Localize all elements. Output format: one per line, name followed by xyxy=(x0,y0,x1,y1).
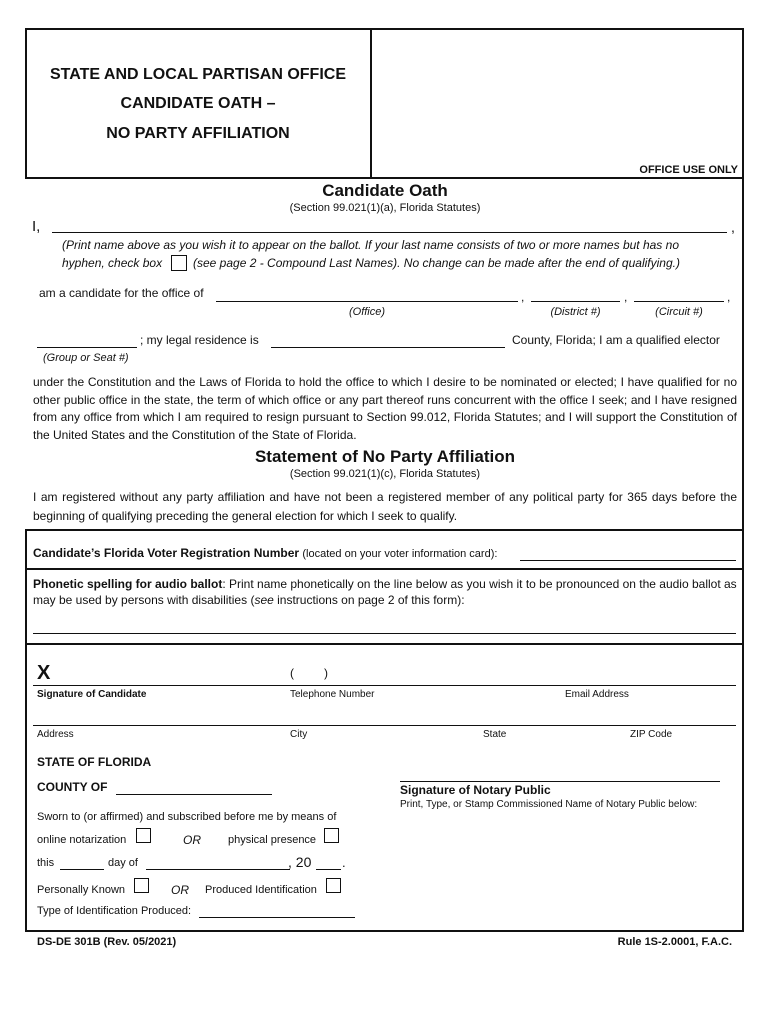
form-title-line-1: STATE AND LOCAL PARTISAN OFFICE xyxy=(50,66,346,83)
circuit-sublabel: (Circuit #) xyxy=(655,306,703,318)
district-comma: , xyxy=(624,290,628,304)
circuit-comma: , xyxy=(727,290,731,304)
personally-known-label: Personally Known xyxy=(37,884,126,896)
sworn-statement: Sworn to (or affirmed) and subscribed before me by means of xyxy=(37,811,337,823)
phonetic-label-bold: Phonetic spelling for audio ballot xyxy=(33,577,223,591)
year-line[interactable] xyxy=(316,869,341,870)
office-line[interactable] xyxy=(216,301,518,302)
group-seat-sublabel: (Group or Seat #) xyxy=(43,352,129,364)
physical-presence-checkbox[interactable] xyxy=(324,828,339,843)
telephone-label: Telephone Number xyxy=(290,689,375,700)
form-title-line-3: NO PARTY AFFILIATION xyxy=(106,125,290,142)
phonetic-text-1: : Print name phonetically on the line below as you wish it to be pronounced on the audio ballot as may be used by persons with disabilities ( xyxy=(33,577,737,607)
form-id-label: DS-DE 301B (Rev. 05/2021) xyxy=(37,936,177,948)
notary-print-name-label: Print, Type, or Stamp Commissioned Name of Notary Public below: xyxy=(400,799,698,810)
notary-signature-line[interactable] xyxy=(400,781,720,782)
voter-registration-number-line[interactable] xyxy=(520,560,736,561)
address-label: Address xyxy=(37,729,74,740)
rule-before-voter xyxy=(25,529,744,531)
signature-candidate-label: Signature of Candidate xyxy=(37,689,147,700)
print-name-note-2a: hyphen, check box xyxy=(62,256,163,270)
no-party-body-text: I am registered without any party affiliation and have not been a registered member of any political party for 365 days before the beginning of qualifying preceding the general election for which I seek to qualify. xyxy=(33,490,737,523)
print-name-note-1: (Print name above as you wish it to appear on the ballot. If your last name consists of two or more names but has no xyxy=(62,238,679,252)
month-line[interactable] xyxy=(146,869,290,870)
phonetic-spelling-instructions xyxy=(33,576,737,608)
candidate-oath-citation: (Section 99.021(1)(a), Florida Statutes) xyxy=(289,202,481,214)
office-comma: , xyxy=(521,290,525,304)
city-label: City xyxy=(290,729,308,740)
phone-paren-close: ) xyxy=(324,666,328,680)
notary-signature-label: Signature of Notary Public xyxy=(400,783,551,797)
header-bottom-rule xyxy=(25,177,744,179)
no-party-heading: Statement of No Party Affiliation xyxy=(254,447,516,466)
notary-county-line[interactable] xyxy=(116,794,272,795)
phonetic-see: see xyxy=(254,593,274,607)
compound-last-name-checkbox[interactable] xyxy=(171,255,187,271)
district-sublabel: (District #) xyxy=(550,306,601,318)
physical-presence-label: physical presence xyxy=(228,834,317,846)
year-period: . xyxy=(342,855,346,870)
online-notarization-checkbox[interactable] xyxy=(136,828,151,843)
candidate-oath-heading: Candidate Oath xyxy=(322,181,448,200)
circuit-line[interactable] xyxy=(634,301,724,302)
produced-identification-checkbox[interactable] xyxy=(326,878,341,893)
email-label: Email Address xyxy=(565,689,629,700)
phonetic-spelling-line[interactable] xyxy=(33,633,736,634)
rule-before-phonetic xyxy=(25,568,744,570)
i-label: I, xyxy=(32,218,41,235)
voter-registration-label-note: (located on your voter information card): xyxy=(302,548,498,560)
address-line[interactable] xyxy=(33,725,736,726)
candidate-name-line[interactable] xyxy=(52,232,727,233)
online-notarization-label: online notarization xyxy=(37,834,127,846)
voter-registration-label xyxy=(33,546,497,560)
or-label-2: OR xyxy=(171,883,189,897)
county-of-label: COUNTY OF xyxy=(37,780,108,794)
oath-body-text: under the Constitution and the Laws of Florida to hold the office to which I desire to be nominated or elected; I have qualified for no other public office in the state, the term of which office or any part thereof runs concurrent with the office I seek; and I have resigned from any office from which I am required to resign pursuant to Section 99.012, Florida Statutes; and I will support the Constitution of the United States and the Constitution of the State of Florida. xyxy=(33,375,737,442)
or-label-1: OR xyxy=(183,833,201,847)
county-line[interactable] xyxy=(271,347,505,348)
legal-residence-label: ; my legal residence is xyxy=(140,333,259,347)
district-line[interactable] xyxy=(531,301,620,302)
voter-registration-label-bold: Candidate’s Florida Voter Registration Number xyxy=(33,546,300,560)
state-label: State xyxy=(483,729,507,740)
rule-before-signature xyxy=(25,643,744,645)
this-label: this xyxy=(37,857,55,869)
frame-top xyxy=(25,28,744,30)
header-divider xyxy=(370,28,372,178)
form-title-line-2: CANDIDATE OATH – xyxy=(120,95,276,112)
name-line-comma: , xyxy=(731,219,735,235)
year-prefix-label: , 20 xyxy=(288,854,312,870)
group-seat-line[interactable] xyxy=(37,347,137,348)
state-of-florida-label: STATE OF FLORIDA xyxy=(37,755,152,769)
frame-left-bottom xyxy=(25,529,27,931)
type-of-id-line[interactable] xyxy=(199,917,355,918)
produced-identification-label: Produced Identification xyxy=(205,884,317,896)
signature-candidate-line[interactable] xyxy=(33,685,736,686)
type-of-id-label: Type of Identification Produced: xyxy=(37,905,192,917)
county-florida-elector-label: County, Florida; I am a qualified elector xyxy=(512,333,720,347)
phonetic-text-2: instructions on page 2 of this form): xyxy=(273,593,465,607)
day-number-line[interactable] xyxy=(60,869,104,870)
rule-reference-label: Rule 1S-2.0001, F.A.C. xyxy=(617,936,732,948)
candidate-for-office-label: am a candidate for the office of xyxy=(39,286,204,300)
day-of-label: day of xyxy=(108,857,138,869)
no-party-citation: (Section 99.021(1)(c), Florida Statutes) xyxy=(289,468,481,480)
print-name-note-2b: (see page 2 - Compound Last Names). No change can be made after the end of qualifying.) xyxy=(193,256,680,270)
phone-paren-open: ( xyxy=(290,666,294,680)
frame-bottom xyxy=(25,930,744,932)
zip-code-label: ZIP Code xyxy=(630,729,673,740)
office-use-only-label: OFFICE USE ONLY xyxy=(639,164,738,176)
office-sublabel: (Office) xyxy=(348,306,386,318)
personally-known-checkbox[interactable] xyxy=(134,878,149,893)
signature-x-mark: X xyxy=(37,662,51,684)
